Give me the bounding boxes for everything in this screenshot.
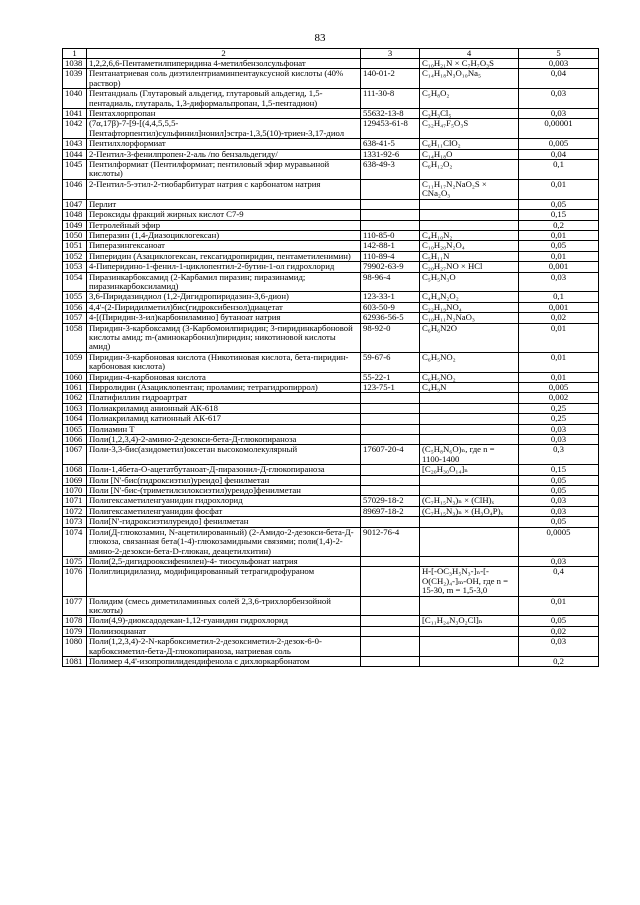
- cas-number: 57029-18-2: [361, 496, 420, 506]
- page-number: 83: [314, 32, 326, 44]
- table-row: [63, 160, 599, 180]
- cas-number: [361, 517, 420, 527]
- row-number: 1053: [63, 262, 87, 272]
- chemical-formula: C₄H₉N: [420, 383, 519, 393]
- limit-value: 0,03: [519, 109, 599, 119]
- table-row: [63, 199, 599, 209]
- limit-value: 0,03: [519, 637, 599, 657]
- table-row: [63, 435, 599, 445]
- row-number: 1048: [63, 210, 87, 220]
- table-row: [63, 262, 599, 272]
- substance-name: Полиакриламид катионный АК-617: [87, 414, 361, 424]
- substance-name: Полиизоцианат: [87, 626, 361, 636]
- table-body: [63, 59, 599, 667]
- row-number: 1074: [63, 527, 87, 556]
- cas-number: 55-22-1: [361, 372, 420, 382]
- limit-value: 0,03: [519, 556, 599, 566]
- cas-number: 142-88-1: [361, 241, 420, 251]
- row-number: 1058: [63, 323, 87, 352]
- limit-value: 0,002: [519, 393, 599, 403]
- chemical-formula: C₂₀H₂₇NO × HCl: [420, 262, 519, 272]
- substance-name: Поли(1,2,3,4)-2-N-карбоксиметил-2-дезоксиметил-2-дезок-6-0-карбоксиметил-бета-Д-глюкопираноза, натриевая соль: [87, 637, 361, 657]
- chemical-formula: (C₇H₁₅N₃)ₙ × (ClH)ₓ: [420, 496, 519, 506]
- cas-number: 9012-76-4: [361, 527, 420, 556]
- row-number: 1050: [63, 230, 87, 240]
- limit-value: 0,001: [519, 262, 599, 272]
- chemical-formula: C₃H₃Cl₅: [420, 109, 519, 119]
- substance-name: Полигексаметиленгуанидин гидрохлорид: [87, 496, 361, 506]
- substance-name: 4-Пиперидино-1-фенил-1-циклопентил-2-бутин-1-ол гидрохлорид: [87, 262, 361, 272]
- substance-name: Пиридин-3-карбоновая кислота (Никотиновая кислота, бета-пиридин-карбоновая кислота): [87, 352, 361, 372]
- chemical-formula: [420, 414, 519, 424]
- substance-name: Пероксиды фракций жирных кислот C7-9: [87, 210, 361, 220]
- substance-name: Полидим (смесь диметиламинных солей 2,3,6-трихлорбензойной кислоты): [87, 596, 361, 616]
- cas-number: 98-92-0: [361, 323, 420, 352]
- cas-number: 1331-92-6: [361, 149, 420, 159]
- cas-number: 603-50-9: [361, 302, 420, 312]
- limit-value: 0,02: [519, 313, 599, 323]
- chemical-formula: [420, 626, 519, 636]
- chemical-formula: C₃₂H₄₇F₅O₃S: [420, 119, 519, 139]
- chemical-formula: [420, 556, 519, 566]
- cas-number: 79902-63-9: [361, 262, 420, 272]
- table-row: [63, 527, 599, 556]
- table-row: [63, 626, 599, 636]
- chemical-formula: (C₇H₁₅N₃)ₙ × (H₃O₄P)ₓ: [420, 506, 519, 516]
- column-header-number: 1: [63, 49, 87, 59]
- table-row: [63, 302, 599, 312]
- table-row: [63, 616, 599, 626]
- table-row: [63, 403, 599, 413]
- row-number: 1066: [63, 435, 87, 445]
- substance-name: Пентанатриевая соль диэтилентриаминпентауксусной кислоты (40% раствор): [87, 69, 361, 89]
- table-row: [63, 393, 599, 403]
- table-row: [63, 69, 599, 89]
- chemical-formula: [420, 486, 519, 496]
- substance-name: Пиперазингексаноат: [87, 241, 361, 251]
- row-number: 1042: [63, 119, 87, 139]
- chemical-formula: C₆H₁₁ClO₂: [420, 139, 519, 149]
- limit-value: 0,01: [519, 179, 599, 199]
- row-number: 1059: [63, 352, 87, 372]
- cas-number: 59-67-6: [361, 352, 420, 372]
- cas-number: [361, 424, 420, 434]
- chemical-formula: C₅H₁₁N: [420, 251, 519, 261]
- limit-value: 0,01: [519, 230, 599, 240]
- chemical-formula: C₆H₅NO₂: [420, 372, 519, 382]
- limit-value: 0,0005: [519, 527, 599, 556]
- substance-name: 4-[(Пиридин-3-ил)карбониламино] бутаноат натрия: [87, 313, 361, 323]
- substance-name: 4,4'-(2-Пиридилметил)бис(гидроксибензол)диацетат: [87, 302, 361, 312]
- limit-value: 0,01: [519, 352, 599, 372]
- row-number: 1067: [63, 445, 87, 465]
- row-number: 1060: [63, 372, 87, 382]
- limit-value: 0,2: [519, 656, 599, 666]
- table-row: [63, 506, 599, 516]
- substance-name: Поли [N'-бис(гидроксиэтил)уреидо] фенилметан: [87, 475, 361, 485]
- limit-value: 0,05: [519, 199, 599, 209]
- chemical-formula: C₁₄H₁₈O: [420, 149, 519, 159]
- row-number: 1054: [63, 272, 87, 292]
- substance-name: Полиакриламид анионный АК-618: [87, 403, 361, 413]
- row-number: 1071: [63, 496, 87, 506]
- table-row: [63, 424, 599, 434]
- row-number: 1072: [63, 506, 87, 516]
- chemical-formula: [420, 517, 519, 527]
- cas-number: 638-41-5: [361, 139, 420, 149]
- substance-name: Пиперазин (1,4-Диазоциклогексан): [87, 230, 361, 240]
- table-row: [63, 139, 599, 149]
- chemical-formula: [420, 637, 519, 657]
- substance-name: Поли(1,2,3,4)-2-амино-2-дезокси-бета-Д-глюкопираноза: [87, 435, 361, 445]
- limit-value: 0,005: [519, 383, 599, 393]
- cas-number: [361, 596, 420, 616]
- row-number: 1041: [63, 109, 87, 119]
- cas-number: [361, 435, 420, 445]
- cas-number: [361, 656, 420, 666]
- table-row: [63, 241, 599, 251]
- table-row: [63, 59, 599, 69]
- limit-value: 0,03: [519, 424, 599, 434]
- table-header-row: [63, 49, 599, 59]
- cas-number: 89697-18-2: [361, 506, 420, 516]
- cas-number: 123-75-1: [361, 383, 420, 393]
- cas-number: 129453-61-8: [361, 119, 420, 139]
- substance-name: Поли-3,3-бис(азидометил)оксетан высокомолекулярный: [87, 445, 361, 465]
- chemical-formula: C₅H₈O₂: [420, 89, 519, 109]
- substance-name: Пентилхлорформиат: [87, 139, 361, 149]
- row-number: 1070: [63, 486, 87, 496]
- chemical-formula: C₂₂H₁₉NO₄: [420, 302, 519, 312]
- substance-name: 1,2,2,6,6-Пентаметилпиперидина 4-метилбензолсульфонат: [87, 59, 361, 69]
- cas-number: [361, 179, 420, 199]
- table-row: [63, 179, 599, 199]
- limit-value: 0,05: [519, 241, 599, 251]
- chemical-formula: [420, 475, 519, 485]
- chemical-formula: [420, 656, 519, 666]
- table-row: [63, 109, 599, 119]
- row-number: 1063: [63, 403, 87, 413]
- cas-number: [361, 567, 420, 596]
- limit-value: 0,03: [519, 89, 599, 109]
- row-number: 1065: [63, 424, 87, 434]
- row-number: 1046: [63, 179, 87, 199]
- limit-value: 0,03: [519, 496, 599, 506]
- limit-value: 0,05: [519, 486, 599, 496]
- limit-value: 0,05: [519, 475, 599, 485]
- row-number: 1061: [63, 383, 87, 393]
- chemical-formula: C₄H₁₀N₂: [420, 230, 519, 240]
- substance-name: Поли-1,4бета-О-ацетатбутаноат-Д-пиразонил-Д-глюкопираноза: [87, 465, 361, 475]
- table-row: [63, 465, 599, 475]
- cas-number: 110-85-0: [361, 230, 420, 240]
- cas-number: [361, 626, 420, 636]
- chemical-formula: [420, 210, 519, 220]
- limit-value: 0,04: [519, 149, 599, 159]
- cas-number: 111-30-8: [361, 89, 420, 109]
- cas-number: [361, 637, 420, 657]
- substance-name: 2-Пентил-3-фенилпропен-2-аль /по бензальдегиду/: [87, 149, 361, 159]
- table-row: [63, 352, 599, 372]
- row-number: 1076: [63, 567, 87, 596]
- cas-number: [361, 556, 420, 566]
- table-row: [63, 272, 599, 292]
- chemical-formula: (C₅H₈N₆O)ₙ, где n = 1100-1400: [420, 445, 519, 465]
- row-number: 1045: [63, 160, 87, 180]
- cas-number: 110-89-4: [361, 251, 420, 261]
- column-header-name: 2: [87, 49, 361, 59]
- limit-value: 0,15: [519, 210, 599, 220]
- table-row: [63, 313, 599, 323]
- substance-name: 2-Пентил-5-этил-2-тиобарбитурат натрия с карбонатом натрия: [87, 179, 361, 199]
- limit-value: 0,03: [519, 435, 599, 445]
- chemical-formula: [420, 393, 519, 403]
- column-header-value: 5: [519, 49, 599, 59]
- substance-name: Поли(2,5-дигидрооксифенилен)-4- тиосульфонат натрия: [87, 556, 361, 566]
- limit-value: 0,1: [519, 292, 599, 302]
- cas-number: [361, 199, 420, 209]
- cas-number: 140-01-2: [361, 69, 420, 89]
- cas-number: [361, 393, 420, 403]
- row-number: 1075: [63, 556, 87, 566]
- cas-number: 123-33-1: [361, 292, 420, 302]
- column-header-formula: 4: [420, 49, 519, 59]
- row-number: 1051: [63, 241, 87, 251]
- substance-name: Поли [N'-бис-(триметилсилоксиэтил)уреидо]фенилметан: [87, 486, 361, 496]
- substance-name: Поли[N'-гидроксиэтилуреидо] фенилметан: [87, 517, 361, 527]
- table-row: [63, 637, 599, 657]
- substance-name: Пиридин-3-карбоксамид (3-Карбомоилпиридин; 3-пиридинкарбоновой кислоты амид; m-(аминокарбонил)пиридин; никотиновой кислоты амид): [87, 323, 361, 352]
- substance-name: Полигексаметиленгуанидин фосфат: [87, 506, 361, 516]
- row-number: 1078: [63, 616, 87, 626]
- row-number: 1081: [63, 656, 87, 666]
- chemical-formula: C₁₀H₂₀N₂O₄: [420, 241, 519, 251]
- chemical-formula: C₁₄H₁₈N₃O₁₀Na₅: [420, 69, 519, 89]
- table-row: [63, 230, 599, 240]
- row-number: 1039: [63, 69, 87, 89]
- limit-value: 0,03: [519, 272, 599, 292]
- table-row: [63, 656, 599, 666]
- limit-value: 0,1: [519, 160, 599, 180]
- table-row: [63, 567, 599, 596]
- table-row: [63, 149, 599, 159]
- row-number: 1038: [63, 59, 87, 69]
- limit-value: 0,003: [519, 59, 599, 69]
- limit-value: 0,4: [519, 567, 599, 596]
- row-number: 1043: [63, 139, 87, 149]
- substance-name: Перлит: [87, 199, 361, 209]
- row-number: 1055: [63, 292, 87, 302]
- chemical-formula: [420, 403, 519, 413]
- chemical-formula: [420, 596, 519, 616]
- cas-number: 98-96-4: [361, 272, 420, 292]
- substance-name: Поли(Д-глюкозамин, N-ацетилированный) (2-Амидо-2-дезокси-бета-Д-глюкоза, связанная бета(1-4)-глюкозамидными связями; поли(1,4)-2-амино-2-дезокси-бета-D-глюкан, деацетилхитин): [87, 527, 361, 556]
- row-number: 1049: [63, 220, 87, 230]
- chemical-formula: C₆H₁₂O₂: [420, 160, 519, 180]
- table-row: [63, 486, 599, 496]
- row-number: 1068: [63, 465, 87, 475]
- table-row: [63, 445, 599, 465]
- row-number: 1064: [63, 414, 87, 424]
- substance-name: Пиразинкарбоксамид (2-Карбамил пиразин; пиразинамид; пиразинкарбоксиламид): [87, 272, 361, 292]
- hazard-substances-table: [62, 48, 599, 667]
- cas-number: 17607-20-4: [361, 445, 420, 465]
- cas-number: [361, 486, 420, 496]
- substance-name: Петролейный эфир: [87, 220, 361, 230]
- cas-number: [361, 220, 420, 230]
- chemical-formula: [C₂₀H₃₀O₁₄]ₙ: [420, 465, 519, 475]
- chemical-formula: [420, 424, 519, 434]
- substance-name: Поли(4,9)-диоксадодекан-1,12-гуанидин гидрохлорид: [87, 616, 361, 626]
- cas-number: [361, 59, 420, 69]
- cas-number: [361, 414, 420, 424]
- table-row: [63, 119, 599, 139]
- table-row: [63, 372, 599, 382]
- limit-value: 0,01: [519, 596, 599, 616]
- row-number: 1080: [63, 637, 87, 657]
- limit-value: 0,00001: [519, 119, 599, 139]
- substance-name: Пирролидин (Азациклопентан; проламин; тетрагидропиррол): [87, 383, 361, 393]
- row-number: 1062: [63, 393, 87, 403]
- row-number: 1040: [63, 89, 87, 109]
- row-number: 1079: [63, 626, 87, 636]
- table-row: [63, 220, 599, 230]
- limit-value: 0,04: [519, 69, 599, 89]
- substance-name: Пентандиаль (Глутаровый альдегид, глутаровый альдегид, 1,5-пентадиаль, глутараль, 1,3-диформальпропан, 1,5-пентадион): [87, 89, 361, 109]
- chemical-formula: [420, 199, 519, 209]
- table-row: [63, 210, 599, 220]
- limit-value: 0,02: [519, 626, 599, 636]
- table-row: [63, 517, 599, 527]
- limit-value: 0,25: [519, 414, 599, 424]
- cas-number: [361, 210, 420, 220]
- limit-value: 0,05: [519, 616, 599, 626]
- chemical-formula: C₁₀H₁₁N₂NaO₃: [420, 313, 519, 323]
- limit-value: 0,2: [519, 220, 599, 230]
- row-number: 1077: [63, 596, 87, 616]
- limit-value: 0,01: [519, 251, 599, 261]
- row-number: 1056: [63, 302, 87, 312]
- cas-number: [361, 403, 420, 413]
- column-header-cas: 3: [361, 49, 420, 59]
- chemical-formula: C₄H₄N₂O₂: [420, 292, 519, 302]
- chemical-formula: [C₁₁H₂₄N₃O₂Cl]ₙ: [420, 616, 519, 626]
- substance-name: Пиридин-4-карбоновая кислота: [87, 372, 361, 382]
- table-row: [63, 292, 599, 302]
- limit-value: 0,01: [519, 372, 599, 382]
- chemical-formula: C₁₁H₁₇N₂NaO₂S × CNa₂O₃: [420, 179, 519, 199]
- cas-number: 55632-13-8: [361, 109, 420, 119]
- table-row: [63, 251, 599, 261]
- limit-value: 0,05: [519, 517, 599, 527]
- limit-value: 0,25: [519, 403, 599, 413]
- chemical-formula: C₆H₆N2O: [420, 323, 519, 352]
- table-row: [63, 496, 599, 506]
- substance-name: Пиперидин (Азациклогексан, гексагидропиридин, пентаметиленимин): [87, 251, 361, 261]
- cas-number: [361, 616, 420, 626]
- table-row: [63, 556, 599, 566]
- row-number: 1057: [63, 313, 87, 323]
- chemical-formula: [420, 435, 519, 445]
- row-number: 1073: [63, 517, 87, 527]
- limit-value: 0,005: [519, 139, 599, 149]
- limit-value: 0,001: [519, 302, 599, 312]
- chemical-formula: [420, 527, 519, 556]
- substance-name: Пентахлорпропан: [87, 109, 361, 119]
- cas-number: 638-49-3: [361, 160, 420, 180]
- row-number: 1069: [63, 475, 87, 485]
- limit-value: 0,03: [519, 506, 599, 516]
- limit-value: 0,3: [519, 445, 599, 465]
- substance-name: 3,6-Пиридазиндиол (1,2-Дигидропиридазин-3,6-дион): [87, 292, 361, 302]
- table-row: [63, 89, 599, 109]
- substance-name: Пентилформиат (Пентилформиат; пентиловый эфир муравьиной кислоты): [87, 160, 361, 180]
- table-row: [63, 383, 599, 393]
- chemical-formula: C₆H₅NO₂: [420, 352, 519, 372]
- chemical-formula: C₅H₅N₃O: [420, 272, 519, 292]
- limit-value: 0,15: [519, 465, 599, 475]
- table-row: [63, 414, 599, 424]
- chemical-formula: H-[-OC₃H₅N₃-]ₙ-[-O(CH₂)₄-]ₘ-OH, где n = 15-30, m = 1,5-3,0: [420, 567, 519, 596]
- table-row: [63, 475, 599, 485]
- row-number: 1052: [63, 251, 87, 261]
- substance-name: (7α,17β)-7-[9-[(4,4,5,5,5-Пентафторпентил)сульфинил]нонил]эстра-1,3,5(10)-триен-3,17-диол: [87, 119, 361, 139]
- cas-number: 62936-56-5: [361, 313, 420, 323]
- limit-value: 0,01: [519, 323, 599, 352]
- table-row: [63, 323, 599, 352]
- chemical-formula: C₁₀H₂₁N × C₇H₇O₃S: [420, 59, 519, 69]
- substance-name: Полиамин Т: [87, 424, 361, 434]
- row-number: 1047: [63, 199, 87, 209]
- cas-number: [361, 465, 420, 475]
- chemical-formula: [420, 220, 519, 230]
- substance-name: Полиглицидилазид, модифицированный тетрагидрофураном: [87, 567, 361, 596]
- table-row: [63, 596, 599, 616]
- row-number: 1044: [63, 149, 87, 159]
- substance-name: Полимер 4,4'-изопропилидендифенола с дихлоркарбонатом: [87, 656, 361, 666]
- cas-number: [361, 475, 420, 485]
- substance-name: Платифиллин гидроартрат: [87, 393, 361, 403]
